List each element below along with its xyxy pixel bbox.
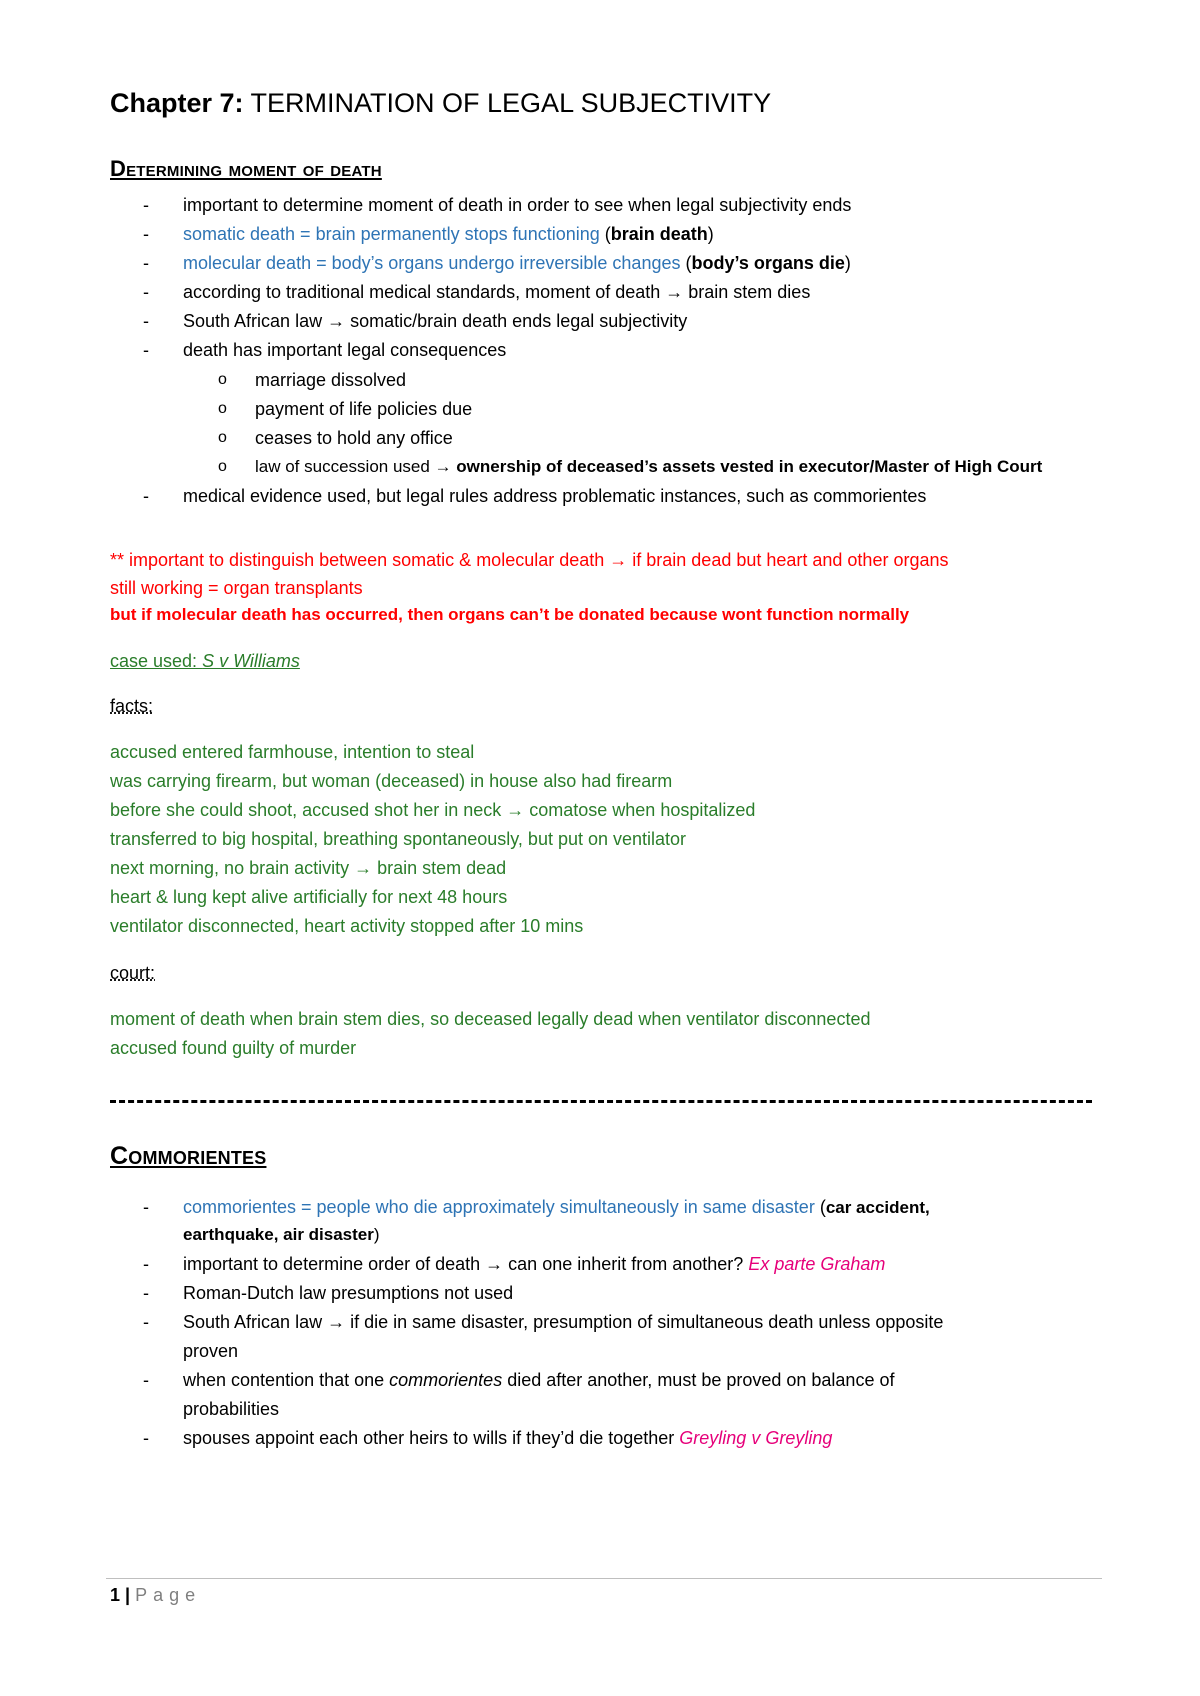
chapter-title-text: TERMINATION OF LEGAL SUBJECTIVITY xyxy=(250,88,772,118)
bullet-definition: commorientes = people who die approximately simultaneously in same disaster xyxy=(183,1197,815,1217)
bullet-definition: molecular death = body’s organs undergo irreversible changes xyxy=(183,253,681,273)
bullet-continuation: proven xyxy=(183,1341,239,1361)
bullet-item: important to determine moment of death in order to see when legal subjectivity ends xyxy=(183,195,852,215)
footer-separator: | xyxy=(120,1585,136,1605)
facts-label: facts: xyxy=(110,696,154,716)
sub-bullet-marker: o xyxy=(218,429,227,446)
note-line: ** important to distinguish between somatic & molecular death → if brain dead but heart and other organs xyxy=(110,550,949,570)
page-footer xyxy=(110,1585,201,1606)
bullet-item: medical evidence used, but legal rules address problematic instances, such as commorientes xyxy=(183,486,927,506)
case-name: S v Williams xyxy=(202,651,300,671)
note-line: still working = organ transplants xyxy=(110,578,363,598)
fact-line: next morning, no brain activity → brain stem dead xyxy=(110,858,507,878)
bullet-bold: car accident, xyxy=(825,1198,930,1217)
bullet-dash: - xyxy=(143,340,149,360)
bullet-dash: - xyxy=(143,1428,149,1448)
paren-open: ( xyxy=(599,224,611,244)
paren-close: ) xyxy=(844,253,851,273)
bullet-dash: - xyxy=(143,1283,149,1303)
sub-bullet-item xyxy=(255,455,1042,479)
bullet-dash: - xyxy=(143,224,149,244)
paren-open: ( xyxy=(680,253,692,273)
bullet-dash: - xyxy=(143,1312,149,1332)
bullet-item xyxy=(183,1252,885,1276)
bullet-item: South African law → if die in same disaster, presumption of simultaneous death unless opposite xyxy=(183,1312,944,1332)
sub-bullet-item: payment of life policies due xyxy=(255,399,473,419)
chapter-title xyxy=(110,88,771,119)
bullet-dash: - xyxy=(143,253,149,273)
court-label: court: xyxy=(110,963,156,983)
bullet-italic: commorientes xyxy=(389,1370,503,1390)
sub-bullet-marker: o xyxy=(218,371,227,388)
sub-bullet-marker: o xyxy=(218,400,227,417)
fact-line: ventilator disconnected, heart activity stopped after 10 mins xyxy=(110,916,584,936)
bullet-text: died after another, must be proved on balance of xyxy=(502,1370,895,1390)
bullet-item: according to traditional medical standards, moment of death → brain stem dies xyxy=(183,282,811,302)
sub-bullet-marker: o xyxy=(218,458,227,475)
footer-rule xyxy=(106,1578,1102,1579)
bullet-item xyxy=(183,1426,832,1450)
bullet-dash: - xyxy=(143,486,149,506)
bullet-item xyxy=(183,1195,930,1220)
sub-bullet-item: ceases to hold any office xyxy=(255,428,453,448)
case-reference xyxy=(110,649,300,673)
fact-line: before she could shoot, accused shot her in neck → comatose when hospitalized xyxy=(110,800,756,820)
sub-bullet-bold: ownership of deceased’s assets vested in executor/Master of High Court xyxy=(456,457,1043,476)
bullet-continuation: probabilities xyxy=(183,1399,280,1419)
fact-line: transferred to big hospital, breathing spontaneously, but put on ventilator xyxy=(110,829,687,849)
sub-bullet-item: marriage dissolved xyxy=(255,370,407,390)
case-citation: Ex parte Graham xyxy=(748,1254,886,1274)
bullet-item: Roman-Dutch law presumptions not used xyxy=(183,1283,514,1303)
page-number: 1 xyxy=(110,1585,121,1605)
bullet-text: spouses appoint each other heirs to wills if they’d die together xyxy=(183,1428,680,1448)
fact-line: accused entered farmhouse, intention to steal xyxy=(110,742,475,762)
case-citation: Greyling v Greyling xyxy=(679,1428,833,1448)
bullet-item: South African law → somatic/brain death ends legal subjectivity xyxy=(183,311,688,331)
paren-close: ) xyxy=(373,1225,380,1244)
bullet-item xyxy=(183,251,851,275)
bullet-dash: - xyxy=(143,311,149,331)
bullet-bold: body’s organs die xyxy=(691,253,845,273)
case-label: case used: xyxy=(110,651,203,671)
paren-open: ( xyxy=(814,1197,826,1217)
bullet-bold: brain death xyxy=(610,224,708,244)
bullet-dash: - xyxy=(143,1254,149,1274)
bullet-dash: - xyxy=(143,1370,149,1390)
section-heading-moment-of-death: Determining moment of death xyxy=(110,156,382,181)
bullet-text: when contention that one xyxy=(183,1370,390,1390)
bullet-item xyxy=(183,222,714,246)
bullet-bold: earthquake, air disaster xyxy=(183,1225,374,1244)
fact-line: heart & lung kept alive artificially for next 48 hours xyxy=(110,887,508,907)
court-line: accused found guilty of murder xyxy=(110,1038,357,1058)
note-line-bold: but if molecular death has occurred, then organs can’t be donated because wont function normally xyxy=(110,605,910,624)
bullet-text: important to determine order of death → can one inherit from another? xyxy=(183,1254,749,1274)
section-heading-commorientes: Commorientes xyxy=(110,1142,267,1170)
fact-line: was carrying firearm, but woman (deceased) in house also had firearm xyxy=(110,771,673,791)
bullet-item xyxy=(183,1368,894,1392)
page-label: Page xyxy=(135,1585,202,1605)
paren-close: ) xyxy=(707,224,714,244)
sub-bullet-text: law of succession used → xyxy=(255,457,457,476)
bullet-dash: - xyxy=(143,1197,149,1217)
bullet-item: death has important legal consequences xyxy=(183,340,507,360)
bullet-definition: somatic death = brain permanently stops functioning xyxy=(183,224,600,244)
bullet-dash: - xyxy=(143,195,149,215)
chapter-label: Chapter 7: xyxy=(110,88,244,118)
bullet-dash: - xyxy=(143,282,149,302)
court-line: moment of death when brain stem dies, so deceased legally dead when ventilator disconnected xyxy=(110,1009,871,1029)
bullet-continuation xyxy=(183,1223,380,1247)
section-divider xyxy=(110,1100,1092,1103)
